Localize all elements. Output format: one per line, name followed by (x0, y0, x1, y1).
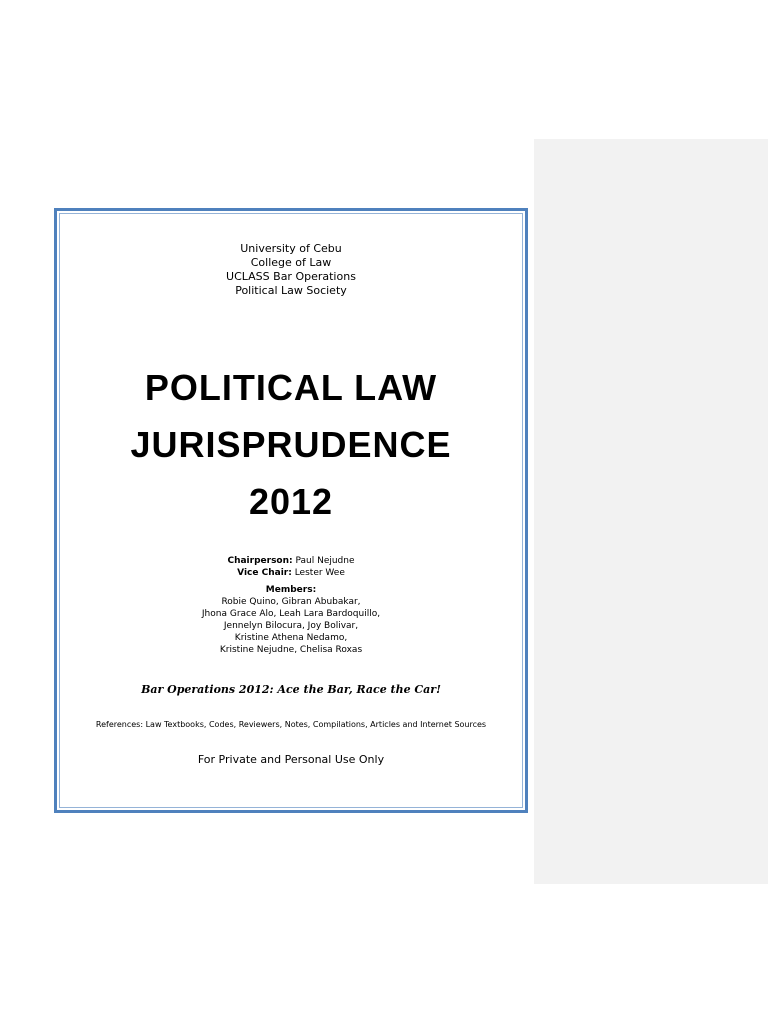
institution-line-university: University of Cebu (240, 242, 342, 255)
members-line-4: Kristine Athena Nedamo, (234, 633, 348, 643)
institution-line-college: College of Law (250, 256, 332, 269)
members-line-3: Jennelyn Bilocura, Joy Bolivar, (223, 621, 359, 631)
members-label: Members: (265, 585, 317, 595)
vice-chair-label: Vice Chair: (237, 568, 292, 578)
title-line-1: POLITICAL LAW (144, 367, 438, 408)
chairperson-row (57, 555, 525, 567)
cover-content (57, 211, 525, 767)
institution-line-operations: UCLASS Bar Operations (226, 270, 356, 283)
vice-chair-row (57, 567, 525, 579)
chairperson-label: Chairperson: (227, 556, 293, 566)
chairperson-name: Paul Nejudne (295, 556, 355, 566)
members-line-2: Jhona Grace Alo, Leah Lara Bardoquillo, (201, 609, 381, 619)
vice-chair-name: Lester Wee (294, 568, 345, 578)
comment-side-panel (534, 139, 768, 884)
institution-block (57, 242, 525, 298)
usage-note: For Private and Personal Use Only (197, 753, 385, 766)
members-line-1: Robie Quino, Gibran Abubakar, (221, 597, 361, 607)
title-line-3: 2012 (248, 481, 334, 522)
members-line-5: Kristine Nejudne, Chelisa Roxas (219, 645, 363, 655)
title-line-2: JURISPRUDENCE (130, 424, 452, 465)
officers-block (57, 555, 525, 656)
document-title (57, 359, 525, 530)
cover-page-frame (54, 208, 528, 813)
references-note: References: Law Textbooks, Codes, Reviewers, Notes, Compilations, Articles and Internet Sources (95, 720, 487, 729)
slogan: Bar Operations 2012: Ace the Bar, Race the Car! (141, 683, 441, 696)
institution-line-society: Political Law Society (235, 284, 347, 297)
